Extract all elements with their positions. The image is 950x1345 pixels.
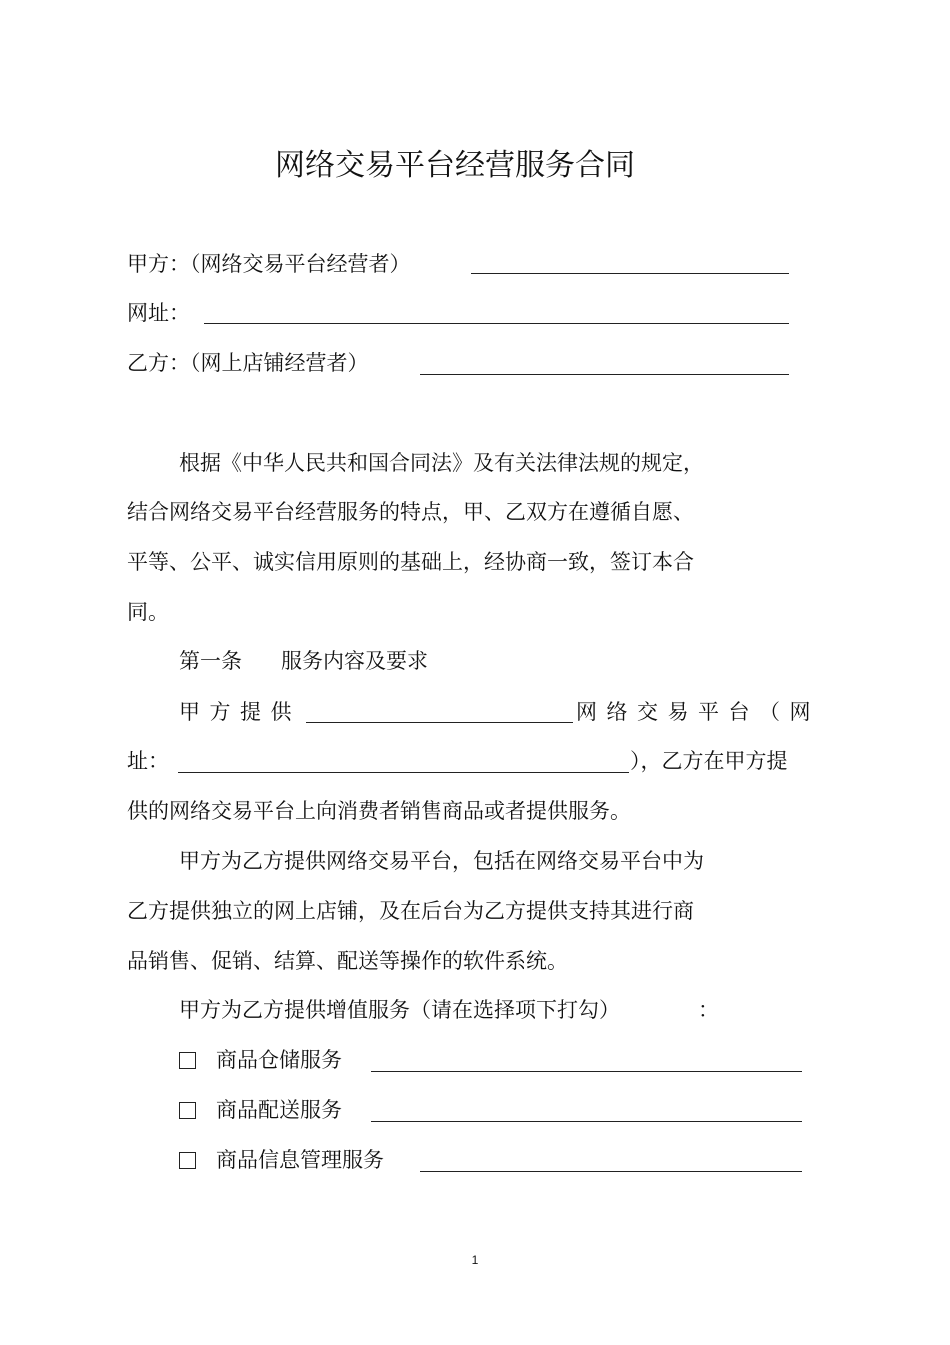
- article1-p1-end: 供的网络交易平台上向消费者销售商品或者提供服务。: [127, 799, 631, 823]
- storage-checkbox[interactable]: [179, 1052, 196, 1069]
- article1-heading: 服务内容及要求: [281, 649, 428, 673]
- article1-p1-platform: 网络交易平台（网: [576, 700, 820, 724]
- article1-p2-line-2: 乙方提供独立的网上店铺，及在后台为乙方提供支持其进行商: [127, 899, 694, 923]
- party-b-label: 乙方：（网上店铺经营者）: [127, 351, 369, 375]
- option-storage-label: 商品仓储服务: [216, 1048, 342, 1072]
- address-label: 网址：: [127, 301, 190, 325]
- platform-url-blank[interactable]: [178, 772, 629, 773]
- option-delivery: [179, 1096, 342, 1124]
- info-mgmt-checkbox[interactable]: [179, 1152, 196, 1169]
- delivery-checkbox[interactable]: [179, 1102, 196, 1119]
- party-a-blank[interactable]: [471, 273, 789, 274]
- option-info-mgmt-label: 商品信息管理服务: [216, 1148, 384, 1172]
- article1-p3: 甲方为乙方提供增值服务（请在选择项下打勾）: [179, 998, 620, 1022]
- article1-p1-continue: ），乙方在甲方提: [630, 749, 788, 773]
- delivery-blank[interactable]: [371, 1121, 802, 1122]
- preamble-line-2: 结合网络交易平台经营服务的特点，甲、乙双方在遵循自愿、: [127, 500, 694, 524]
- preamble-line-3: 平等、公平、诚实信用原则的基础上，经协商一致，签订本合: [127, 550, 694, 574]
- article1-p1-provide: 甲方提供: [179, 700, 301, 724]
- article1-p1-url-label: 址：: [127, 749, 169, 773]
- address-blank[interactable]: [204, 323, 789, 324]
- option-storage: [179, 1046, 342, 1074]
- article1-p2-line-1: 甲方为乙方提供网络交易平台，包括在网络交易平台中为: [179, 849, 704, 873]
- party-b-blank[interactable]: [420, 374, 789, 375]
- info-mgmt-blank[interactable]: [420, 1171, 802, 1172]
- document-title: 网络交易平台经营服务合同: [275, 148, 635, 183]
- preamble-line-1: 根据《中华人民共和国合同法》及有关法律法规的规定，: [179, 451, 704, 475]
- option-delivery-label: 商品配送服务: [216, 1098, 342, 1122]
- article1-p2-line-3: 品销售、促销、结算、配送等操作的软件系统。: [127, 949, 568, 973]
- platform-name-blank[interactable]: [306, 722, 573, 723]
- page-number: 1: [471, 1253, 479, 1267]
- option-info-mgmt: [179, 1146, 384, 1174]
- article1-number: 第一条: [179, 649, 242, 673]
- preamble-line-4: 同。: [127, 600, 169, 624]
- article1-p3-colon: ：: [698, 998, 719, 1022]
- storage-blank[interactable]: [371, 1071, 802, 1072]
- party-a-label: 甲方：（网络交易平台经营者）: [127, 252, 411, 276]
